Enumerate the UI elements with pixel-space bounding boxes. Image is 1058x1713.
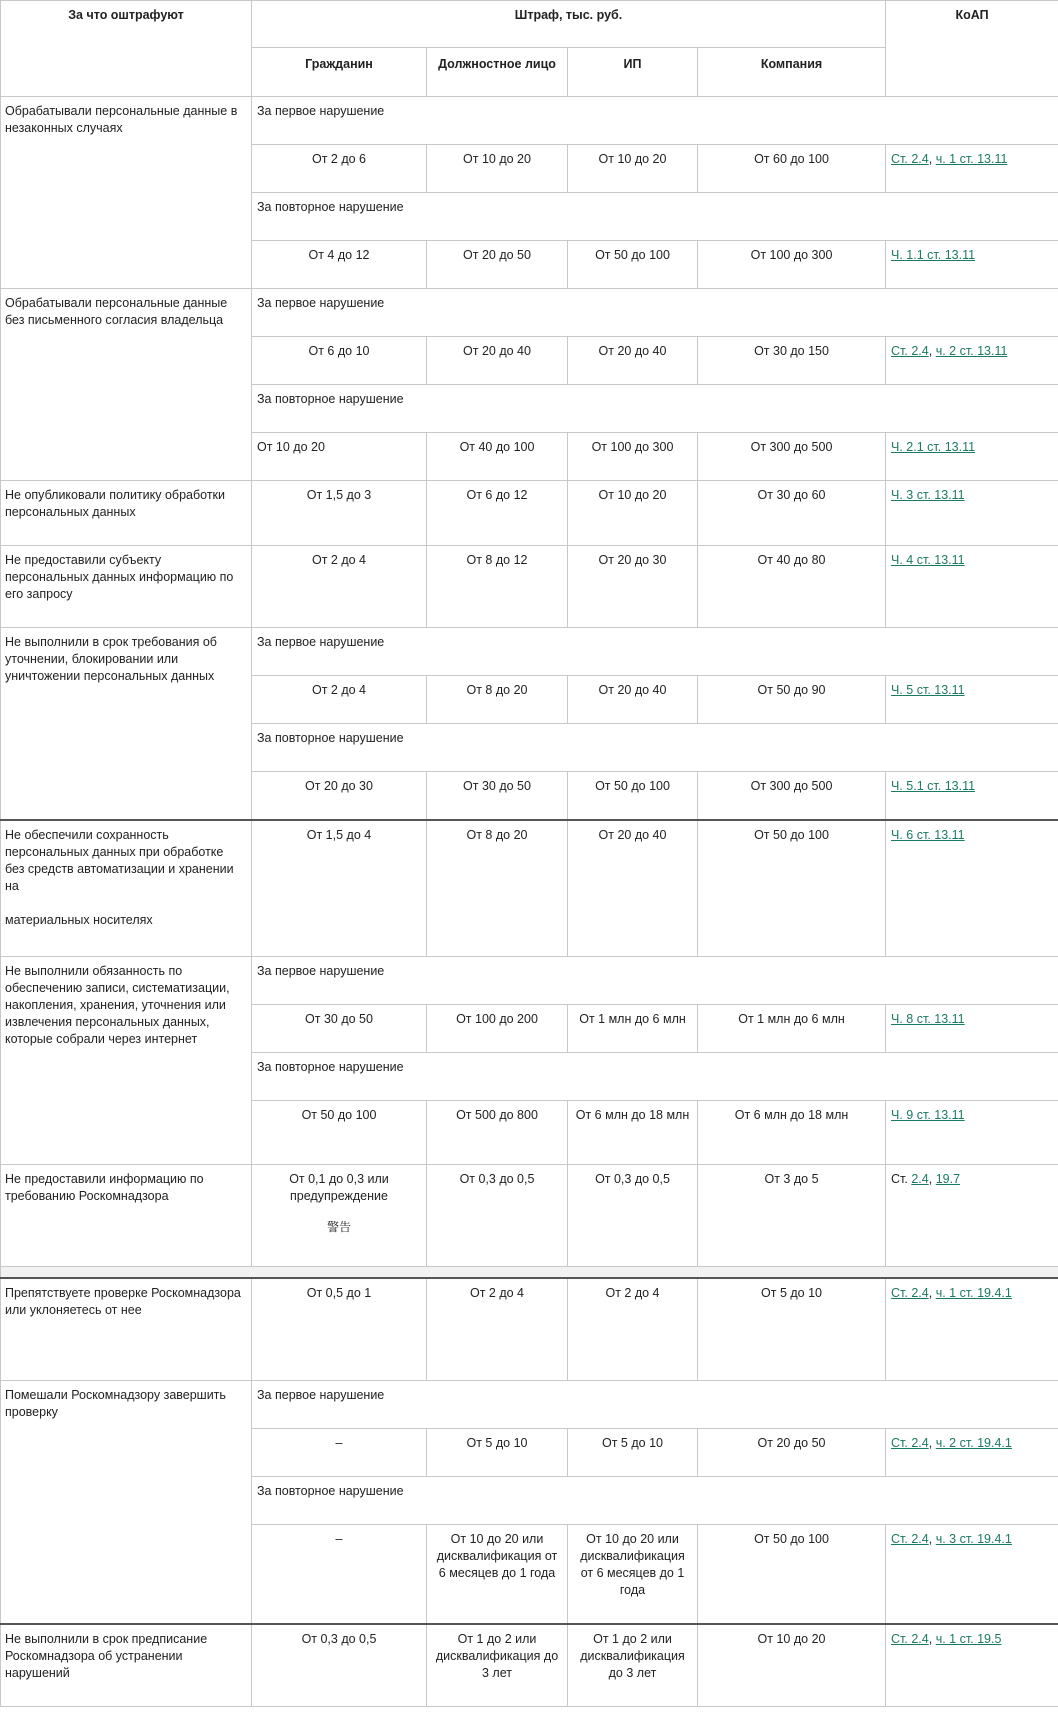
koap-link[interactable]: Ч. 3 ст. 13.11	[891, 488, 965, 502]
first-offense-label: За первое нарушение	[252, 97, 1058, 145]
koap-link[interactable]: ч. 1 ст. 13.11	[935, 152, 1008, 166]
koap-link[interactable]: Ст. 2.4	[891, 1435, 929, 1450]
koap-link[interactable]: Ч. 9 ст. 13.11	[891, 1108, 965, 1122]
row-violation: Не предоставили субъекту персональных данных информацию по его запросу	[1, 546, 252, 628]
table-gap	[1, 1267, 1058, 1279]
koap-link[interactable]: Ч. 2.1 ст. 13.11	[891, 440, 976, 454]
koap-link[interactable]: 19.7	[935, 1172, 961, 1186]
koap-link[interactable]: ч. 2 ст. 19.4.1	[935, 1435, 1012, 1450]
header-what: За что оштрафуют	[1, 1, 252, 97]
row-violation: Не выполнили в срок предписание Роскомнадзора об устранении нарушений	[1, 1624, 252, 1706]
row-violation: Не выполнили в срок требования об уточнении, блокировании или уничтожении персональных данных	[1, 628, 252, 820]
row-violation: Препятствуете проверке Роскомнадзора или уклоняетесь от нее	[1, 1278, 252, 1380]
koap-link[interactable]: Ст. 2.4	[891, 344, 929, 358]
row-violation: Обрабатывали персональные данные без письменного согласия владельца	[1, 289, 252, 481]
header-fine: Штраф, тыс. руб.	[252, 1, 886, 48]
koap-link[interactable]: Ст. 2.4	[891, 152, 929, 166]
koap-link[interactable]: 2.4	[911, 1172, 929, 1186]
row-violation: Не выполнили обязанность по обеспечению записи, систематизации, накопления, хранения, уточнения или извлечения персональных данных, которые собрали через интернет	[1, 957, 252, 1165]
fines-table: За что оштрафуют Штраф, тыс. руб. КоАП Гражданин Должностное лицо ИП Компания Обрабатывали персональные данные в незаконных случаях За первое нарушение От 2 до 6 От 10 до 20 От 10 до 20 От 60 до 100 Ст. 2.4, ч. 1 ст. 13.11 За повторное нарушение От 4 до 12 От 20 до 50 От 50 до 100 От 100 до 300 Ч. 1.1 ст. 13.11 Обрабатывали персональные данные без письменного согласия владельца За первое нарушение От 6 до 10 От 20 до 40 От 20 до 40 От 30 до 150 Ст. 2.4, ч. 2 ст. 13.11 За повторное нарушение От 10 до 20 От 40 до 100 От 100 до 300 От 300 до 500 Ч. 2.1 ст. 13.11 Не опубликовали политику обработки персональных данных От 1,5 до 3 От 6 до 12 От 10 до 20 От 30 до 60 Ч. 3 ст. 13.11 Не предоставили субъекту персональных данных информацию по его запросу От 2 до 4 От 8 до 12 От 20 до 30 От 40 до 80 Ч. 4 ст. 13.11 Не выполнили в срок требования об уточнении, блокировании или уничтожении персональных данных За первое нарушение От 2 до 4 От 8 до 20 От 20 до 40 От 50 до 90 Ч. 5 ст. 13.11 За повторное нарушение От 20 до 30 От 30 до 50 От 50 до 100 От 300 до 500 Ч. 5.1 ст. 13.11 Не обеспечили сохранность персональных данных при обработке без средств автоматизации и хранении на материальных носителях От 1,5 до 4 От 8 до 20 От 20 до 40 От 50 до 100 Ч. 6 ст. 13.11 Не выполнили обязанность по обеспечению записи, систематизации, накопления, хранения, уточнения или извлечения персональных данных, которые собрали через интернет За первое нарушение От 30 до 50 От 100 до 200 От 1 млн до 6 млн От 1 млн до 6 млн Ч. 8 ст. 13.11 За повторное нарушение От 50 до 100 От 500 до 800 От 6 млн до 18 млн От 6 млн до 18 млн Ч. 9 ст. 13.11 Не предоставили информацию по требованию Роскомнадзора От 0,1 до 0,3 или предупреждение 警告 От 0,3 до 0,5 От 0,3 до 0,5 От 3 до 5 Ст. 2.4, 19.7 Препятствуете проверке Роскомнадзора или уклоняетесь от нее От 0,5 до 1 От 2 до 4 От 2 до 4 От 5 до 10 Ст. 2.4, ч. 1 ст. 19.4.1 Помешали Роскомнадзору завершить проверку За первое нарушение – От 5 до 10 От 5 до 10 От 20 до 50 Ст. 2.4, ч. 2 ст. 19.4.1 За повторное нарушение – От 10 до 20 или дисквалификация от 6 месяцев до 1 года От 10 до 20 или дисквалификация от 6 месяцев до 1 года От 50 до 100 Ст. 2.4, ч. 3 ст. 19.4.1 Не выполнили в срок предписание Роскомнадзора об устранении нарушений От 0,3 до 0,5 От 1 до 2 или дисквалификация до 3 лет От 1 до 2 или дисквалификация до 3 лет От 10 до 20 Ст. 2.4, ч. 1 ст. 19.5	[0, 0, 1058, 1707]
row-violation: Не предоставили информацию по требованию Роскомнадзора	[1, 1165, 252, 1267]
koap-link[interactable]: Ч. 6 ст. 13.11	[891, 827, 965, 842]
koap-link[interactable]: Ч. 1.1 ст. 13.11	[891, 248, 976, 262]
koap-link[interactable]: ч. 2 ст. 13.11	[935, 344, 1008, 358]
header-ip: ИП	[568, 48, 698, 97]
table-row: Обрабатывали персональные данные без письменного согласия владельца За первое нарушение	[1, 289, 1058, 337]
table-row: Не выполнили в срок требования об уточнении, блокировании или уничтожении персональных данных За первое нарушение	[1, 628, 1058, 676]
table-row: Не обеспечили сохранность персональных данных при обработке без средств автоматизации и хранении на материальных носителях От 1,5 до 4 От 8 до 20 От 20 до 40 От 50 до 100 Ч. 6 ст. 13.11	[1, 820, 1058, 957]
koap-link[interactable]: Ч. 5 ст. 13.11	[891, 683, 965, 697]
table-row: Не выполнили в срок предписание Роскомнадзора об устранении нарушений От 0,3 до 0,5 От 1 до 2 или дисквалификация до 3 лет От 1 до 2 или дисквалификация до 3 лет От 10 до 20 Ст. 2.4, ч. 1 ст. 19.5	[1, 1624, 1058, 1706]
header-citizen: Гражданин	[252, 48, 427, 97]
koap-link[interactable]: Ст. 2.4	[891, 1286, 929, 1300]
warning-note: 警告	[326, 1220, 351, 1234]
header-official: Должностное лицо	[427, 48, 568, 97]
koap-link[interactable]: ч. 1 ст. 19.5	[935, 1632, 1002, 1646]
row-violation: Помешали Роскомнадзору завершить проверку	[1, 1380, 252, 1624]
row-violation: Обрабатывали персональные данные в незаконных случаях	[1, 97, 252, 289]
table-row: Помешали Роскомнадзору завершить проверку За первое нарушение	[1, 1380, 1058, 1428]
table-row: Не предоставили субъекту персональных данных информацию по его запросу От 2 до 4 От 8 до 12 От 20 до 30 От 40 до 80 Ч. 4 ст. 13.11	[1, 546, 1058, 628]
table-row: Не предоставили информацию по требованию Роскомнадзора От 0,1 до 0,3 или предупреждение 警告 От 0,3 до 0,5 От 0,3 до 0,5 От 3 до 5 Ст. 2.4, 19.7	[1, 1165, 1058, 1267]
table-row: Не опубликовали политику обработки персональных данных От 1,5 до 3 От 6 до 12 От 10 до 20 От 30 до 60 Ч. 3 ст. 13.11	[1, 481, 1058, 546]
table-row: Препятствуете проверке Роскомнадзора или уклоняетесь от нее От 0,5 до 1 От 2 до 4 От 2 до 4 От 5 до 10 Ст. 2.4, ч. 1 ст. 19.4.1	[1, 1278, 1058, 1380]
koap-link[interactable]: Ч. 8 ст. 13.11	[891, 1012, 965, 1026]
row-violation: Не опубликовали политику обработки персональных данных	[1, 481, 252, 546]
koap-link[interactable]: Ст. 2.4	[891, 1632, 929, 1646]
table-row	[1, 97, 1058, 145]
koap-link[interactable]: Ч. 5.1 ст. 13.11	[891, 779, 976, 793]
table-row: Не выполнили обязанность по обеспечению записи, систематизации, накопления, хранения, уточнения или извлечения персональных данных, которые собрали через интернет За первое нарушение	[1, 957, 1058, 1005]
koap-link[interactable]: Ст. 2.4	[891, 1531, 929, 1546]
koap-link[interactable]: Ч. 4 ст. 13.11	[891, 553, 965, 567]
koap-link[interactable]: ч. 3 ст. 19.4.1	[935, 1531, 1012, 1546]
header-koap: КоАП	[886, 1, 1058, 97]
koap-link[interactable]: ч. 1 ст. 19.4.1	[935, 1286, 1012, 1300]
repeat-offense-label: За повторное нарушение	[252, 193, 1058, 241]
row-violation: Не обеспечили сохранность персональных данных при обработке без средств автоматизации и хранении на материальных носителях	[1, 820, 252, 957]
header-company: Компания	[698, 48, 886, 97]
